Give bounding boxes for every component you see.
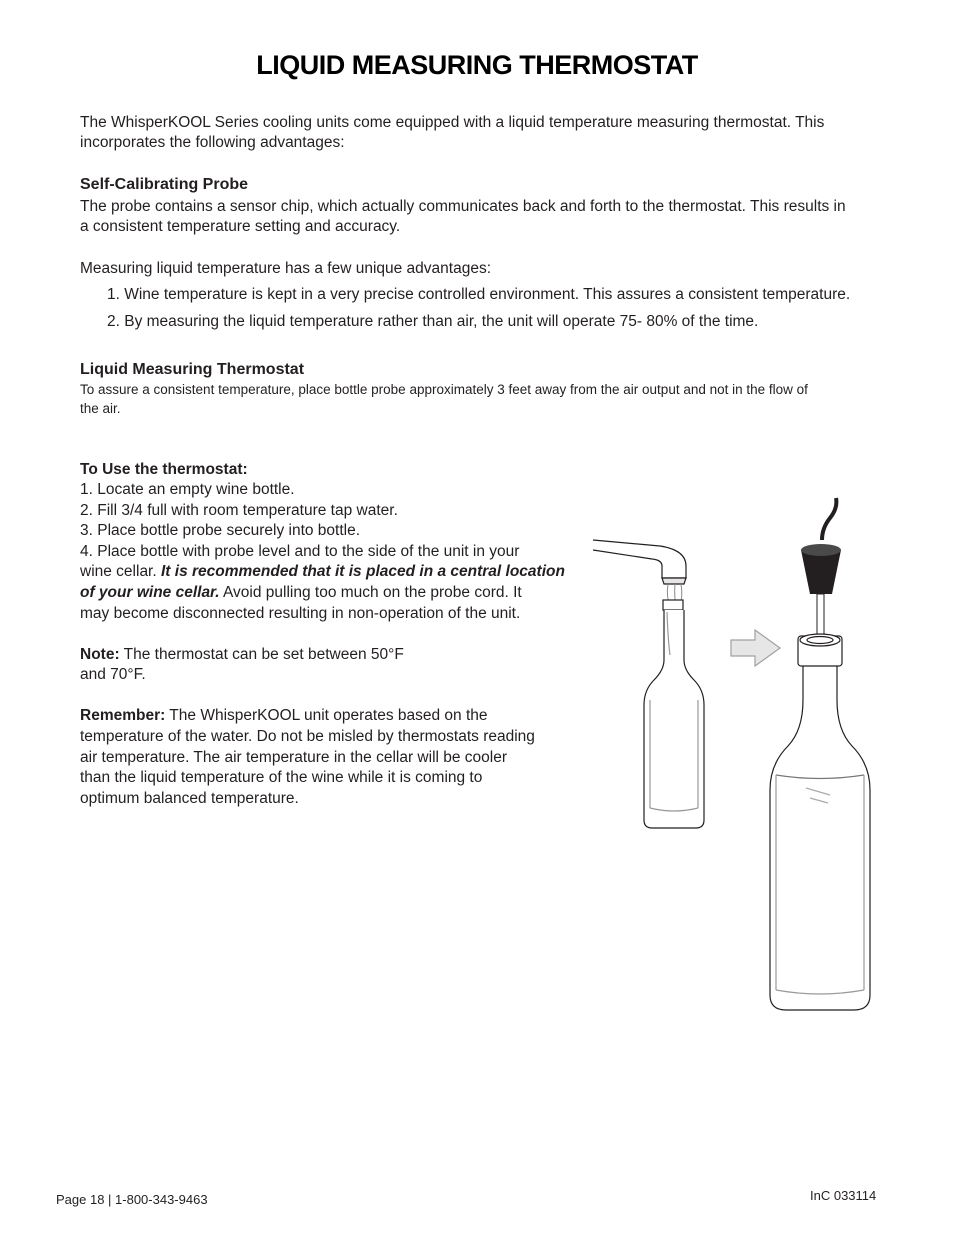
note-paragraph: Note: The thermostat can be set between 50°F (80, 646, 404, 663)
advantages-lead: Measuring liquid temperature has a few unique advantages: (80, 260, 492, 277)
instruction-step: 1. Locate an empty wine bottle. (80, 481, 295, 498)
instruction-step: 2. Fill 3/4 full with room temperature tap water. (80, 502, 398, 519)
page-number-phone: Page 18 | 1-800-343-9463 (56, 1192, 208, 1207)
instruction-step: 3. Place bottle probe securely into bottle. (80, 522, 361, 539)
note-paragraph-cont: and 70°F. (80, 666, 146, 683)
self-calibrating-line-2: a consistent temperature setting and accuracy. (80, 218, 401, 235)
remember-line: air temperature. The air temperature in the cellar will be cooler (80, 749, 508, 766)
instructions-heading: To Use the thermostat: (80, 461, 248, 478)
remember-label: Remember: (80, 707, 166, 724)
instruction-step-4-last: may become disconnected resulting in non-operation of the unit. (80, 605, 521, 622)
small-bottle-icon (644, 600, 704, 828)
page-title: LIQUID MEASURING THERMOSTAT (256, 50, 698, 80)
instruction-step-4-cont: wine cellar. It is recommended that it is placed in a central location (80, 563, 565, 580)
note-label: Note: (80, 646, 120, 663)
arrow-right-icon (731, 630, 780, 666)
intro-line-2: incorporates the following advantages: (80, 134, 345, 151)
recommendation-emphasis: It is recommended that it is placed in a central location (160, 563, 565, 580)
remember-line: temperature of the water. Do not be misled by thermostats reading (80, 728, 535, 745)
liquid-thermostat-heading: Liquid Measuring Thermostat (80, 361, 305, 378)
faucet-icon (593, 540, 686, 584)
self-calibrating-line-1: The probe contains a sensor chip, which actually communicates back and forth to the thermostat. This results in (80, 198, 846, 215)
liquid-thermostat-line-2: the air. (80, 401, 121, 416)
intro-line-1: The WhisperKOOL Series cooling units come equipped with a liquid temperature measuring thermostat. This (80, 114, 825, 131)
large-bottle-icon (770, 634, 870, 1010)
probe-cord-icon (822, 498, 836, 540)
advantage-item: 2. By measuring the liquid temperature rather than air, the unit will operate 75- 80% of the time. (107, 313, 759, 330)
liquid-thermostat-line-1: To assure a consistent temperature, place bottle probe approximately 3 feet away from the air output and not in the flow of (80, 382, 808, 397)
document-code: InC 033114 (810, 1188, 877, 1203)
remember-paragraph: Remember: The WhisperKOOL unit operates based on the (80, 707, 488, 724)
advantage-item: 1. Wine temperature is kept in a very precise controlled environment. This assures a consistent temperature. (107, 286, 851, 303)
remember-line: optimum balanced temperature. (80, 790, 299, 807)
remember-line: than the liquid temperature of the wine while it is coming to (80, 769, 483, 786)
instruction-step-4-cont2: of your wine cellar. Avoid pulling too much on the probe cord. It (80, 584, 522, 601)
stopper-icon (801, 544, 841, 594)
instruction-step: 4. Place bottle with probe level and to the side of the unit in your (80, 543, 520, 560)
recommendation-emphasis-2: of your wine cellar. (80, 584, 220, 601)
self-calibrating-heading: Self-Calibrating Probe (80, 176, 249, 193)
